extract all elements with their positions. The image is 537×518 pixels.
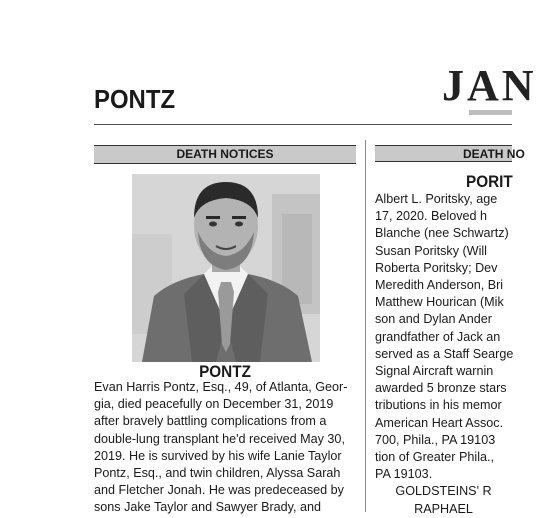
text-line: grandfather of Jack an (375, 329, 501, 344)
text-line: son and Dylan Ander (375, 312, 492, 327)
text-line: tributions in his memor (375, 398, 502, 413)
text-line: tion of Greater Phila., (375, 450, 495, 465)
section-header-right: DEATH NO (375, 145, 512, 162)
column-divider (365, 140, 366, 512)
text-line: after bravely battling complications from a (94, 414, 327, 429)
obituary-title-left: PONTZ (199, 362, 251, 381)
text-line: 700, Phila., PA 19103 (375, 432, 496, 447)
masthead-fragment: JAN (442, 61, 537, 110)
text-line: Signal Aircraft warnin (375, 364, 494, 379)
text-line: served as a Staff Searge (375, 346, 514, 361)
text-line: gia, died peacefully on December 31, 2019 (94, 397, 334, 412)
text-line: Evan Harris Pontz, Esq., 49, of Atlanta, Geor- (94, 380, 348, 394)
section-header-left: DEATH NOTICES (94, 145, 356, 164)
text-line: and Fletcher Jonah. He was predeceased by (94, 483, 344, 498)
text-line: awarded 5 bronze stars (375, 381, 507, 396)
text-line: Roberta Poritsky; Dev (375, 260, 498, 275)
text-line: Meredith Anderson, Bri (375, 278, 504, 293)
text-line: American Heart Assoc. (375, 415, 504, 430)
text-line: sons Jake Taylor and Sawyer Brady, and (94, 500, 322, 515)
text-line: Matthew Hourican (Mik (375, 295, 504, 310)
text-line: Pontz, Esq., and twin children, Alyssa Sarah (94, 466, 341, 481)
text-line: 17, 2020. Beloved h (375, 209, 488, 224)
obituary-family-name: PONTZ (94, 84, 176, 114)
funeral-home-line: RAPHAEL (414, 501, 473, 516)
obituary-title-right: PORIT (466, 172, 513, 191)
funeral-home-line: GOLDSTEINS' R (395, 484, 492, 499)
text-line: double-lung transplant he'd received May 30, (94, 431, 345, 446)
text-line: Susan Poritsky (Will (375, 243, 487, 258)
obituary-body-left (94, 379, 356, 517)
text-line: PA 19103. (375, 467, 433, 482)
text-line: Blanche (nee Schwartz) (375, 226, 509, 241)
text-line: 2019. He is survived by his wife Lanie Taylor (94, 448, 342, 463)
portrait-photo (132, 174, 320, 362)
text-line: Albert L. Poritsky, age (375, 192, 498, 206)
portrait-illustration (132, 174, 320, 362)
obituary-body-right (375, 191, 512, 518)
top-rule (94, 124, 512, 125)
masthead-underline (469, 110, 512, 115)
